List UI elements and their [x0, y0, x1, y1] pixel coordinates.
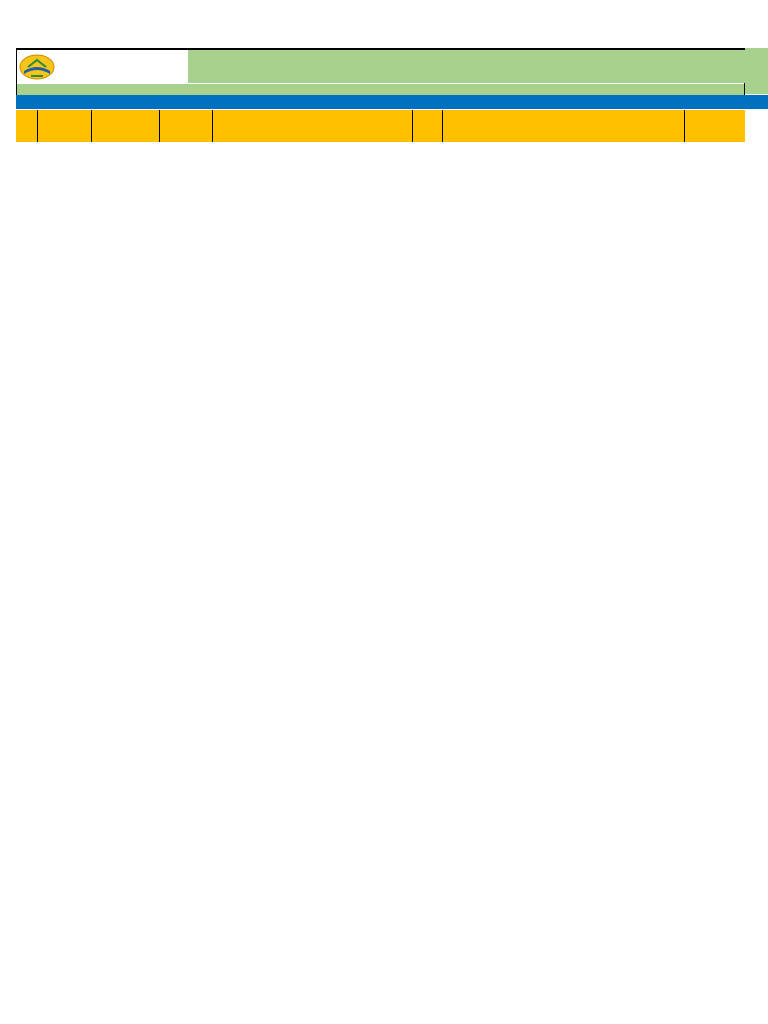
page-title: [188, 50, 648, 81]
col-no: [16, 110, 38, 142]
col-waktu: [92, 110, 160, 142]
sks-note: [16, 95, 745, 109]
col-kode: [160, 110, 213, 142]
col-sks: [413, 110, 443, 142]
col-hari: [38, 110, 92, 142]
header-banner-extension: [745, 48, 768, 94]
col-matkul: [213, 110, 413, 142]
col-kelas: [685, 110, 745, 142]
academic-year: [16, 84, 745, 95]
col-dosen: [443, 110, 685, 142]
book-emblem-icon: [18, 53, 56, 81]
institution-logo: [18, 52, 186, 82]
